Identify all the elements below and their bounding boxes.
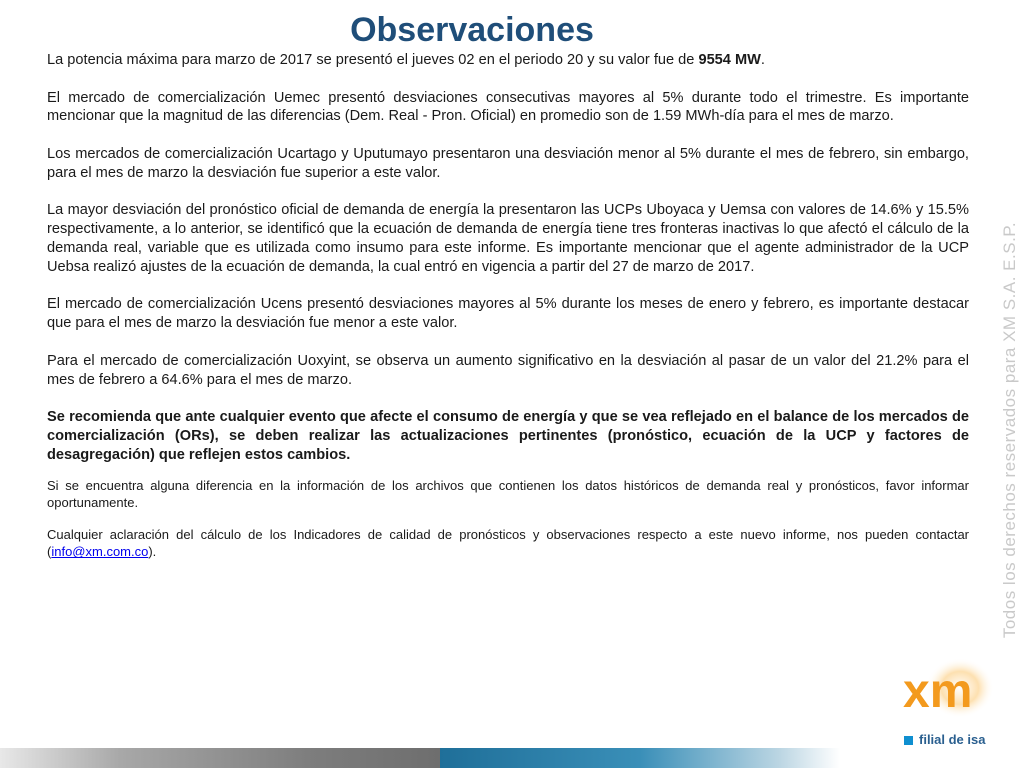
footer-bar-dark	[120, 748, 440, 768]
contact-end: ).	[148, 544, 157, 560]
observation-uboyaca-uemsa: La mayor desviación del pronóstico oficial de demanda de energía la presentaron las UCPs Uboyaca y Uemsa con valores de 14.6% y 15.5% respectivamente, a lo anterior, se identificó que la ecuación de demanda de energía tiene tres fronteras inactivas lo que afectó el cálculo de la demanda real, variable que es utilizada como insumo para este informe. Es importante mencionar que el agente administrador de la UCP Uebsa realizó ajustes de la ecuación de demanda, la cual entró en vigencia a partir del 27 de marzo de 2017.	[47, 202, 969, 275]
copyright-watermark: Todos los derechos reservados para XM S.A. E.S.P.	[1000, 221, 1019, 639]
footer-bar-gray	[0, 748, 120, 768]
peak-power-text: La potencia máxima para marzo de 2017 se presentó el jueves 02 en el periodo 20 y su valor fue de	[47, 52, 699, 68]
observation-uoxyint: Para el mercado de comercialización Uoxyint, se observa un aumento significativo en la desviación al pasar de un valor del 21.2% para el mes de febrero a 64.6% para el mes de marzo.	[47, 352, 969, 388]
tagline-text: filial de isa	[919, 732, 986, 747]
peak-power-end: .	[760, 52, 765, 68]
note-contact	[47, 526, 969, 561]
note-differences: Si se encuentra alguna diferencia en la información de los archivos que contienen los datos históricos de demanda real y pronósticos, favor informar oportunamente.	[47, 477, 969, 511]
page-title: Observaciones	[350, 11, 594, 49]
tagline-square-icon	[904, 736, 913, 745]
recommendation: Se recomienda que ante cualquier evento que afecte el consumo de energía y que se vea reflejado en el balance de los mercados de comercialización (ORs), se deben realizar las actualizaciones pertinentes (pronóstico, ecuación de la UCP y factores de desagregación) que reflejen estos cambios.	[47, 409, 969, 463]
observation-ucartago-uputumayo: Los mercados de comercialización Ucartago y Uputumayo presentaron una desviación menor al 5% durante el mes de febrero, sin embargo, para el mes de marzo la desviación fue superior a este valor.	[47, 145, 969, 181]
observations-body	[47, 51, 969, 575]
contact-text: Cualquier aclaración del cálculo de los Indicadores de calidad de pronósticos y observaciones respecto a este nuevo informe, nos pueden contactar (	[47, 526, 969, 560]
logo-tagline	[904, 732, 985, 747]
footer-color-bar	[0, 748, 1024, 768]
contact-email-link[interactable]: info@xm.com.co	[51, 544, 149, 560]
footer-bar-end	[840, 748, 1024, 768]
observation-ucens: El mercado de comercialización Ucens presentó desviaciones mayores al 5% durante los meses de enero y febrero, es importante destacar que para el mes de marzo la desviación fue menor a este valor.	[47, 296, 969, 332]
footer-bar-teal	[440, 748, 840, 768]
observation-uemec: El mercado de comercialización Uemec presentó desviaciones consecutivas mayores al 5% durante todo el trimestre. Es importante mencionar que la magnitud de las diferencias (Dem. Real - Pron. Oficial) en promedio son de 1.59 MWh-día para el mes de marzo.	[47, 89, 969, 125]
peak-power-value: 9554 MW	[698, 52, 761, 68]
xm-logo-text: xm	[903, 665, 973, 718]
observation-peak-power	[47, 51, 969, 70]
